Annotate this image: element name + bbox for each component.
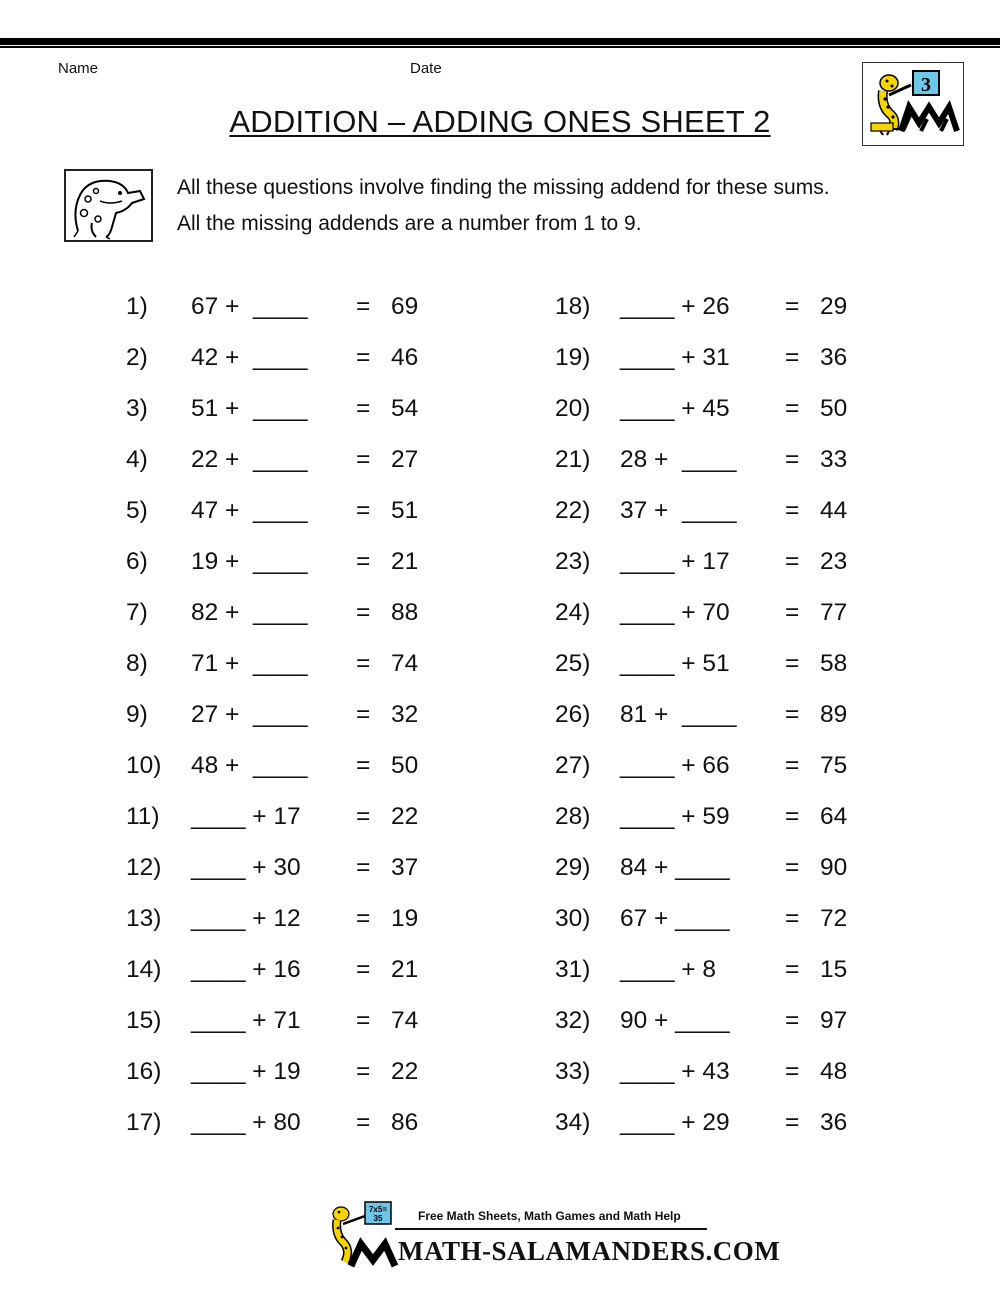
problem-equals: = bbox=[356, 548, 371, 575]
problem-sum: 15 bbox=[820, 956, 848, 983]
problem-equals: = bbox=[785, 548, 800, 575]
problem-equals: = bbox=[356, 599, 371, 626]
problem-equals: = bbox=[356, 854, 371, 881]
grade-badge-text: 3 bbox=[921, 74, 931, 96]
problem-row bbox=[555, 1103, 875, 1143]
footer-tagline: Free Math Sheets, Math Games and Math Help bbox=[418, 1209, 681, 1223]
problem-number: 26) bbox=[555, 701, 591, 728]
problem-number: 21) bbox=[555, 446, 591, 473]
problem-row bbox=[555, 1001, 875, 1041]
problem-expression: 51 + ____ bbox=[191, 395, 308, 422]
problem-equals: = bbox=[356, 446, 371, 473]
problem-row bbox=[555, 1052, 875, 1092]
problem-sum: 74 bbox=[391, 650, 419, 677]
problem-equals: = bbox=[785, 854, 800, 881]
problem-equals: = bbox=[785, 1007, 800, 1034]
problem-sum: 97 bbox=[820, 1007, 848, 1034]
problem-number: 3) bbox=[126, 395, 148, 422]
problem-number: 23) bbox=[555, 548, 591, 575]
problem-row bbox=[126, 1103, 446, 1143]
problem-expression: ____ + 8 bbox=[620, 956, 717, 983]
instructions-line-2: All the missing addends are a number from 1 to 9. bbox=[177, 212, 642, 235]
problem-expression: ____ + 70 bbox=[620, 599, 730, 626]
problem-sum: 69 bbox=[391, 293, 419, 320]
problem-equals: = bbox=[785, 395, 800, 422]
footer-rule bbox=[395, 1228, 707, 1230]
problem-sum: 37 bbox=[391, 854, 419, 881]
problem-sum: 44 bbox=[820, 497, 848, 524]
problem-equals: = bbox=[785, 701, 800, 728]
problem-expression: 37 + ____ bbox=[620, 497, 737, 524]
problem-equals: = bbox=[356, 395, 371, 422]
problem-row bbox=[126, 542, 446, 582]
problem-row bbox=[555, 899, 875, 939]
problem-row bbox=[126, 1001, 446, 1041]
problem-expression: ____ + 43 bbox=[620, 1058, 730, 1085]
problem-row bbox=[126, 848, 446, 888]
grade-logo bbox=[862, 62, 964, 146]
name-label: Name bbox=[58, 60, 99, 77]
problem-number: 16) bbox=[126, 1058, 162, 1085]
problem-equals: = bbox=[356, 752, 371, 779]
problem-sum: 72 bbox=[820, 905, 848, 932]
problem-number: 32) bbox=[555, 1007, 591, 1034]
problem-equals: = bbox=[785, 956, 800, 983]
problem-sum: 27 bbox=[391, 446, 419, 473]
problem-sum: 89 bbox=[820, 701, 848, 728]
problem-expression: 71 + ____ bbox=[191, 650, 308, 677]
problem-row bbox=[555, 338, 875, 378]
problem-row bbox=[126, 899, 446, 939]
problem-number: 14) bbox=[126, 956, 162, 983]
salamander-sketch-icon bbox=[64, 169, 153, 242]
problem-expression: ____ + 29 bbox=[620, 1109, 730, 1136]
problem-row bbox=[555, 287, 875, 327]
problem-equals: = bbox=[356, 650, 371, 677]
problem-sum: 58 bbox=[820, 650, 848, 677]
problem-row bbox=[555, 695, 875, 735]
problem-number: 29) bbox=[555, 854, 591, 881]
problem-sum: 48 bbox=[820, 1058, 848, 1085]
problem-number: 2) bbox=[126, 344, 148, 371]
problem-number: 24) bbox=[555, 599, 591, 626]
problem-number: 9) bbox=[126, 701, 148, 728]
problem-expression: 84 + ____ bbox=[620, 854, 730, 881]
problem-equals: = bbox=[785, 650, 800, 677]
problem-equals: = bbox=[785, 446, 800, 473]
problem-sum: 77 bbox=[820, 599, 848, 626]
problem-sum: 21 bbox=[391, 548, 419, 575]
problem-sum: 36 bbox=[820, 344, 848, 371]
problem-expression: 47 + ____ bbox=[191, 497, 308, 524]
problem-sum: 22 bbox=[391, 803, 419, 830]
problem-number: 5) bbox=[126, 497, 148, 524]
problem-row bbox=[555, 542, 875, 582]
problem-equals: = bbox=[356, 1058, 371, 1085]
problem-row bbox=[555, 848, 875, 888]
problem-row bbox=[126, 440, 446, 480]
problem-expression: 48 + ____ bbox=[191, 752, 308, 779]
problem-expression: 28 + ____ bbox=[620, 446, 737, 473]
svg-text:7x5=: 7x5= bbox=[368, 1205, 388, 1214]
problem-expression: ____ + 17 bbox=[620, 548, 730, 575]
problem-expression: ____ + 71 bbox=[191, 1007, 301, 1034]
problem-expression: ____ + 59 bbox=[620, 803, 730, 830]
instructions-line-1: All these questions involve finding the missing addend for these sums. bbox=[177, 176, 830, 199]
problem-equals: = bbox=[356, 803, 371, 830]
problem-expression: 90 + ____ bbox=[620, 1007, 730, 1034]
problem-equals: = bbox=[356, 344, 371, 371]
instructions bbox=[177, 170, 830, 242]
problem-number: 25) bbox=[555, 650, 591, 677]
problem-expression: 82 + ____ bbox=[191, 599, 308, 626]
problem-row bbox=[126, 950, 446, 990]
problem-expression: ____ + 17 bbox=[191, 803, 301, 830]
top-rule-thin bbox=[0, 46, 1000, 48]
problem-row bbox=[126, 593, 446, 633]
problem-number: 28) bbox=[555, 803, 591, 830]
problem-expression: ____ + 31 bbox=[620, 344, 730, 371]
problem-sum: 50 bbox=[820, 395, 848, 422]
problem-expression: ____ + 30 bbox=[191, 854, 301, 881]
problem-sum: 50 bbox=[391, 752, 419, 779]
page-title-text: ADDITION – ADDING ONES SHEET 2 bbox=[229, 104, 771, 139]
problem-sum: 54 bbox=[391, 395, 419, 422]
problem-sum: 32 bbox=[391, 701, 419, 728]
problem-equals: = bbox=[785, 1058, 800, 1085]
problem-number: 10) bbox=[126, 752, 162, 779]
problem-expression: 81 + ____ bbox=[620, 701, 737, 728]
problem-sum: 75 bbox=[820, 752, 848, 779]
problem-sum: 29 bbox=[820, 293, 848, 320]
svg-text:35: 35 bbox=[373, 1214, 383, 1223]
problem-sum: 74 bbox=[391, 1007, 419, 1034]
problem-row bbox=[555, 440, 875, 480]
problem-row bbox=[126, 389, 446, 429]
problem-number: 1) bbox=[126, 293, 148, 320]
problem-equals: = bbox=[785, 1109, 800, 1136]
problem-number: 13) bbox=[126, 905, 162, 932]
problem-equals: = bbox=[356, 497, 371, 524]
problem-expression: ____ + 19 bbox=[191, 1058, 301, 1085]
problem-expression: 67 + ____ bbox=[191, 293, 308, 320]
problem-sum: 46 bbox=[391, 344, 419, 371]
problem-row bbox=[555, 644, 875, 684]
problem-expression: ____ + 26 bbox=[620, 293, 730, 320]
problem-expression: ____ + 12 bbox=[191, 905, 301, 932]
date-label: Date bbox=[410, 60, 442, 77]
problem-number: 11) bbox=[126, 803, 160, 830]
problem-expression: ____ + 45 bbox=[620, 395, 730, 422]
footer-brand: MATH-SALAMANDERS.COM bbox=[398, 1236, 781, 1266]
problem-row bbox=[555, 389, 875, 429]
problem-number: 8) bbox=[126, 650, 148, 677]
problem-equals: = bbox=[356, 701, 371, 728]
problem-row bbox=[555, 746, 875, 786]
problem-number: 27) bbox=[555, 752, 591, 779]
problem-equals: = bbox=[785, 344, 800, 371]
problem-sum: 64 bbox=[820, 803, 848, 830]
problem-expression: 27 + ____ bbox=[191, 701, 308, 728]
problem-number: 7) bbox=[126, 599, 148, 626]
problem-number: 31) bbox=[555, 956, 591, 983]
problem-sum: 51 bbox=[391, 497, 419, 524]
problem-expression: 42 + ____ bbox=[191, 344, 308, 371]
problem-expression: ____ + 51 bbox=[620, 650, 730, 677]
problem-sum: 88 bbox=[391, 599, 419, 626]
problem-row bbox=[126, 287, 446, 327]
problem-equals: = bbox=[785, 599, 800, 626]
problem-number: 17) bbox=[126, 1109, 162, 1136]
problem-number: 6) bbox=[126, 548, 148, 575]
problem-row bbox=[126, 746, 446, 786]
problem-number: 18) bbox=[555, 293, 591, 320]
problem-equals: = bbox=[785, 497, 800, 524]
problem-expression: ____ + 16 bbox=[191, 956, 301, 983]
problem-number: 20) bbox=[555, 395, 591, 422]
problem-row bbox=[555, 491, 875, 531]
problem-number: 34) bbox=[555, 1109, 591, 1136]
salamander-logo-icon bbox=[863, 63, 963, 145]
problem-row bbox=[126, 1052, 446, 1092]
problem-number: 22) bbox=[555, 497, 591, 524]
problem-sum: 19 bbox=[391, 905, 419, 932]
problem-sum: 33 bbox=[820, 446, 848, 473]
problem-expression: ____ + 80 bbox=[191, 1109, 301, 1136]
problem-row bbox=[126, 338, 446, 378]
problem-number: 30) bbox=[555, 905, 591, 932]
problem-expression: ____ + 66 bbox=[620, 752, 730, 779]
problem-number: 15) bbox=[126, 1007, 162, 1034]
problem-row bbox=[126, 644, 446, 684]
top-rule bbox=[0, 38, 1000, 45]
problem-row bbox=[126, 491, 446, 531]
problem-row bbox=[555, 950, 875, 990]
problem-sum: 36 bbox=[820, 1109, 848, 1136]
problem-number: 4) bbox=[126, 446, 148, 473]
problem-equals: = bbox=[356, 956, 371, 983]
problem-number: 12) bbox=[126, 854, 162, 881]
problem-expression: 22 + ____ bbox=[191, 446, 308, 473]
page-title bbox=[0, 104, 1000, 140]
problem-sum: 86 bbox=[391, 1109, 419, 1136]
problem-equals: = bbox=[356, 293, 371, 320]
problem-row bbox=[126, 797, 446, 837]
problem-expression: 19 + ____ bbox=[191, 548, 308, 575]
problem-sum: 22 bbox=[391, 1058, 419, 1085]
problem-row bbox=[555, 797, 875, 837]
problem-equals: = bbox=[785, 293, 800, 320]
problem-equals: = bbox=[785, 752, 800, 779]
problem-number: 33) bbox=[555, 1058, 591, 1085]
problem-equals: = bbox=[356, 1109, 371, 1136]
problem-equals: = bbox=[356, 1007, 371, 1034]
problem-equals: = bbox=[356, 905, 371, 932]
problem-equals: = bbox=[785, 905, 800, 932]
problem-row bbox=[555, 593, 875, 633]
problem-expression: 67 + ____ bbox=[620, 905, 730, 932]
problem-row bbox=[126, 695, 446, 735]
problem-number: 19) bbox=[555, 344, 591, 371]
problem-sum: 23 bbox=[820, 548, 848, 575]
problem-sum: 90 bbox=[820, 854, 848, 881]
problem-sum: 21 bbox=[391, 956, 419, 983]
problem-equals: = bbox=[785, 803, 800, 830]
